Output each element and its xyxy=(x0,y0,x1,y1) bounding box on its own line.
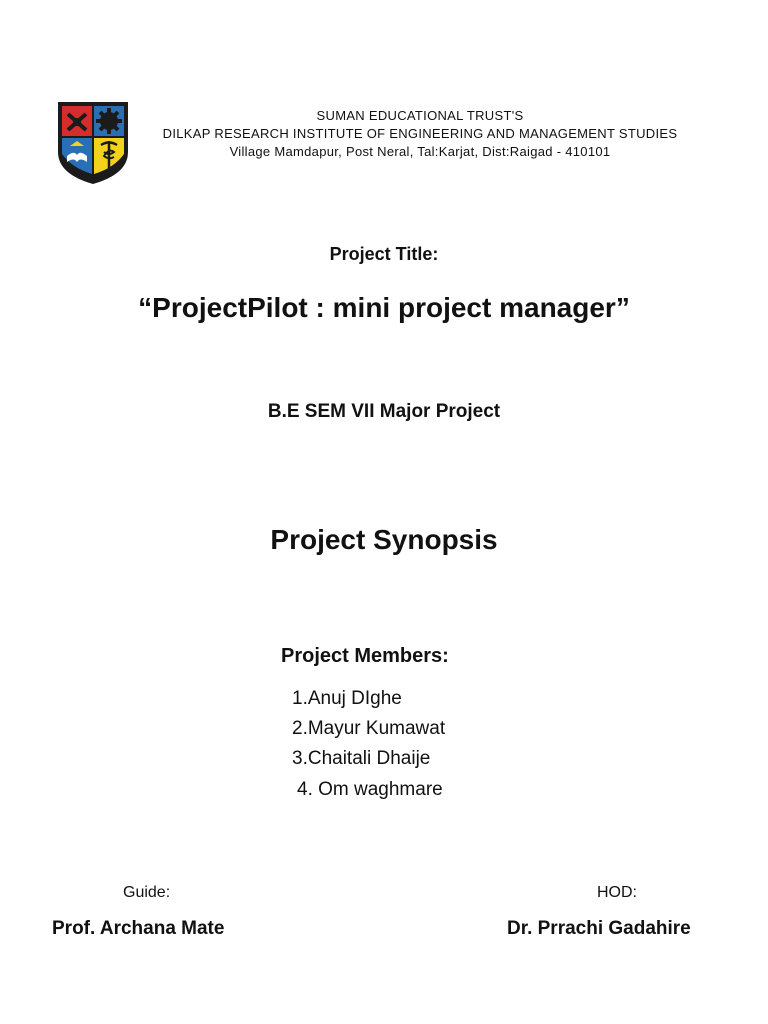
guide-name: Prof. Archana Mate xyxy=(52,918,225,939)
project-title-label: Project Title: xyxy=(329,244,439,264)
member-item: 1.Anuj DIghe xyxy=(292,688,402,709)
semester-line: B.E SEM VII Major Project xyxy=(267,401,501,422)
members-heading: Project Members: xyxy=(281,645,449,667)
institute-address: Village Mamdapur, Post Neral, Tal:Karjat, Dist:Raigad - 410101 xyxy=(229,144,611,159)
member-item: 4. Om waghmare xyxy=(297,779,443,800)
hod-label: HOD: xyxy=(597,884,637,901)
member-item: 2.Mayur Kumawat xyxy=(292,718,446,739)
institute-name: DILKAP RESEARCH INSTITUTE OF ENGINEERING AND MANAGEMENT STUDIES xyxy=(162,126,678,141)
document-type-heading: Project Synopsis xyxy=(270,524,498,555)
hod-name: Dr. Prrachi Gadahire xyxy=(507,918,691,939)
guide-label: Guide: xyxy=(123,884,171,901)
trust-name: SUMAN EDUCATIONAL TRUST'S xyxy=(316,108,524,123)
member-item: 3.Chaitali Dhaije xyxy=(292,748,431,769)
project-title: “ProjectPilot : mini project manager” xyxy=(138,292,630,323)
